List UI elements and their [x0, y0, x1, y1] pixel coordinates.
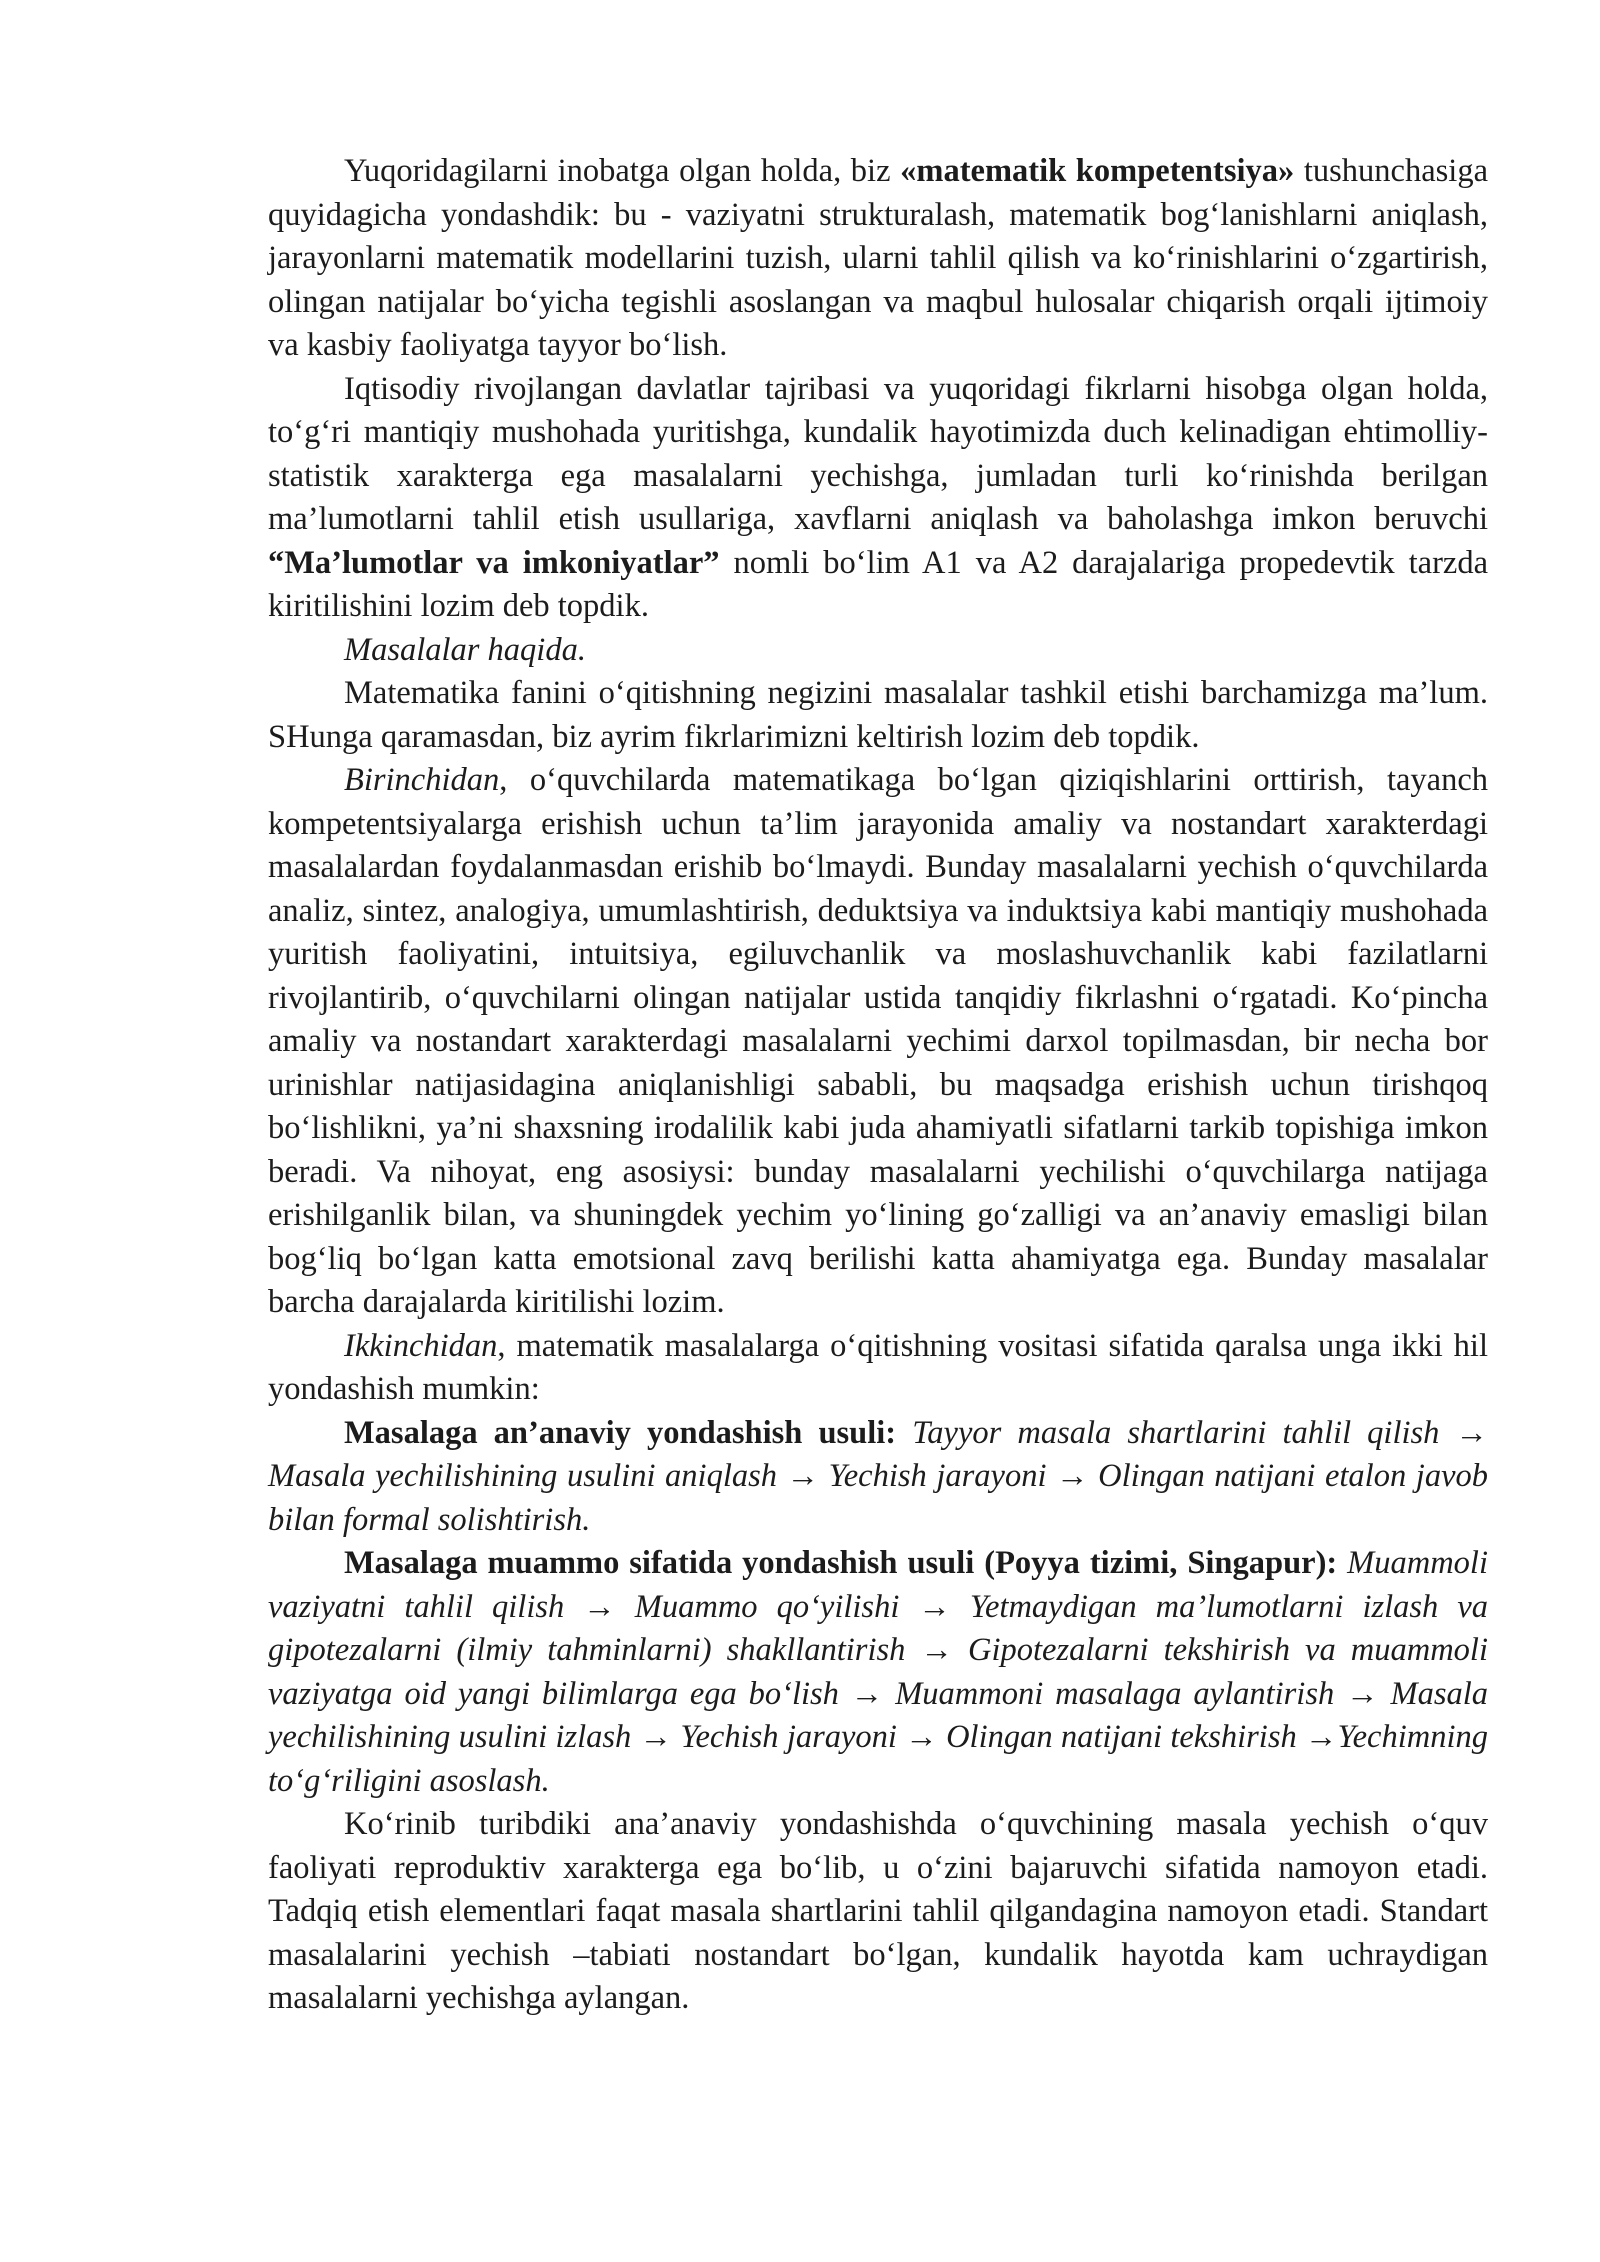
paragraph-traditional-approach	[268, 1412, 1488, 1543]
section-heading-text: Masalalar haqida.	[344, 631, 586, 668]
term-malumotlar-va-imkoniyatlar: “Ma’lumotlar va imkoniyatlar”	[268, 544, 720, 581]
paragraph-9	[268, 1803, 1488, 2021]
paragraph-2-continuation: nomli bo‘lim A1 va A2 darajalariga propedevtik tarzda kiritilishini lozim deb topdik.	[268, 544, 1488, 624]
paragraph-2-text: Iqtisodiy rivojlangan davlatlar tajribasi va yuqoridagi fikrlarni hisobga olgan holda, to‘g‘ri mantiqiy mushohada yuritishga, kundalik hayotimizda duch kelinadigan ehtimolliy-statistik xarakterga ega masalalarni yechishga, jumladan turli ko‘rinishda berilgan ma’lumotlarni tahlil etish usullariga, xavflarni aniqlash va baholashga imkon beruvchi	[268, 370, 1488, 537]
paragraph-problem-approach	[268, 1542, 1488, 1803]
paragraph-4	[268, 672, 1488, 759]
traditional-approach-title: Masalaga an’anaviy yondashish usuli:	[344, 1414, 897, 1451]
paragraph-2	[268, 368, 1488, 629]
lead-word-birinchidan: Birinchidan	[344, 762, 500, 798]
paragraph-1-text: Yuqoridagilarni inobatga olgan holda, biz	[344, 153, 901, 189]
paragraph-1-continuation: tushunchasiga quyidagicha yondashdik: bu - vaziyatni strukturalash, matematik bog‘lanishlarni aniqlash, jarayonlarni matematik modellarini tuzish, ularni tahlil qilish va ko‘rinishlarini o‘zgartirish, olingan natijalar bo‘yicha tegishli asoslangan va maqbul hulosalar chiqarish orqali ijtimoiy va kasbiy faoliyatga tayyor bo‘lish.	[268, 153, 1488, 363]
paragraph-4-text: Matematika fanini o‘qitishning negizini masalalar tashkil etishi barchamizga ma’lum. SHunga qaramasdan, biz ayrim fikrlarimizni keltirish lozim deb topdik.	[268, 675, 1488, 755]
paragraph-6	[268, 1325, 1488, 1412]
section-heading-masalalar-haqida	[268, 629, 1488, 673]
traditional-approach-steps: Tayyor masala shartlarini tahlil qilish → Masala yechilishining usulini aniqlash → Yechish jarayoni → Olingan natijani etalon javob bilan formal solishtirish.	[268, 1414, 1488, 1538]
paragraph-1	[268, 150, 1488, 368]
term-matematik-kompetentsiya: «matematik kompetentsiya»	[900, 153, 1295, 189]
lead-word-ikkinchidan: Ikkinchidan	[344, 1327, 498, 1364]
problem-approach-steps: Muammoli vaziyatni tahlil qilish → Muammo qo‘yilishi → Yetmaydigan ma’lumotlarni izlash va gipotezalarni (ilmiy tahminlarni) shakllantirish → Gipotezalarni tekshirish va muammoli vaziyatga oid yangi bilimlarga ega bo‘lish → Muammoni masalaga aylantirish → Masala yechilishining usulini izlash → Yechish jarayoni → Olingan natijani tekshirish →Yechimning to‘g‘riligini asoslash.	[268, 1545, 1488, 1799]
paragraph-6-text: , matematik masalalarga o‘qitishning vositasi sifatida qaralsa unga ikki hil yondashish mumkin:	[268, 1327, 1488, 1407]
paragraph-5	[268, 759, 1488, 1325]
paragraph-9-text: Ko‘rinib turibdiki ana’anaviy yondashishda o‘quvchining masala yechish o‘quv faoliyati reproduktiv xarakterga ega bo‘lib, u o‘zini bajaruvchi sifatida namoyon etadi. Tadqiq etish elementlari faqat masala shartlarini tahlil qilgandagina namoyon etadi. Standart masalalarini yechish –tabiati nostandart bo‘lgan, kundalik hayotda kam uchraydigan masalalarni yechishga aylangan.	[268, 1806, 1488, 2016]
body-text	[268, 150, 1488, 2021]
paragraph-5-text: , o‘quvchilarda matematikaga bo‘lgan qiziqishlarini orttirish, tayanch kompetentsiyalarga erishish uchun ta’lim jarayonida amaliy va nostandart xarakterdagi masalalardan foydalanmasdan erishib bo‘lmaydi. Bunday masalalarni yechish o‘quvchilarda analiz, sintez, analogiya, umumlashtirish, deduktsiya va induktsiya kabi mantiqiy mushohada yuritish faoliyatini, intuitsiya, egiluvchanlik va moslashuvchanlik kabi fazilatlarni rivojlantirib, o‘quvchilarni olingan natijalar ustida tanqidiy fikrlashni o‘rgatadi. Ko‘pincha amaliy va nostandart xarakterdagi masalalarni yechimi darxol topilmasdan, bir necha bor urinishlar natijasidagina aniqlanishligi sababli, bu maqsadga erishish uchun tirishqoq bo‘lishlikni, ya’ni shaxsning irodalilik kabi juda ahamiyatli sifatlarni tarkib topishiga imkon beradi. Va nihoyat, eng asosiysi: bunday masalalarni yechilishi o‘quvchilarga natijaga erishilganlik bilan, va shuningdek yechim yo‘lining go‘zalligi va an’anaviy emasligi bilan bog‘liq bo‘lgan katta emotsional zavq berilishi katta ahamiyatga ega. Bunday masalalar barcha darajalarda kiritilishi lozim.	[268, 762, 1488, 1320]
problem-approach-title: Masalaga muammo sifatida yondashish usuli (Poyya tizimi, Singapur):	[344, 1545, 1338, 1581]
